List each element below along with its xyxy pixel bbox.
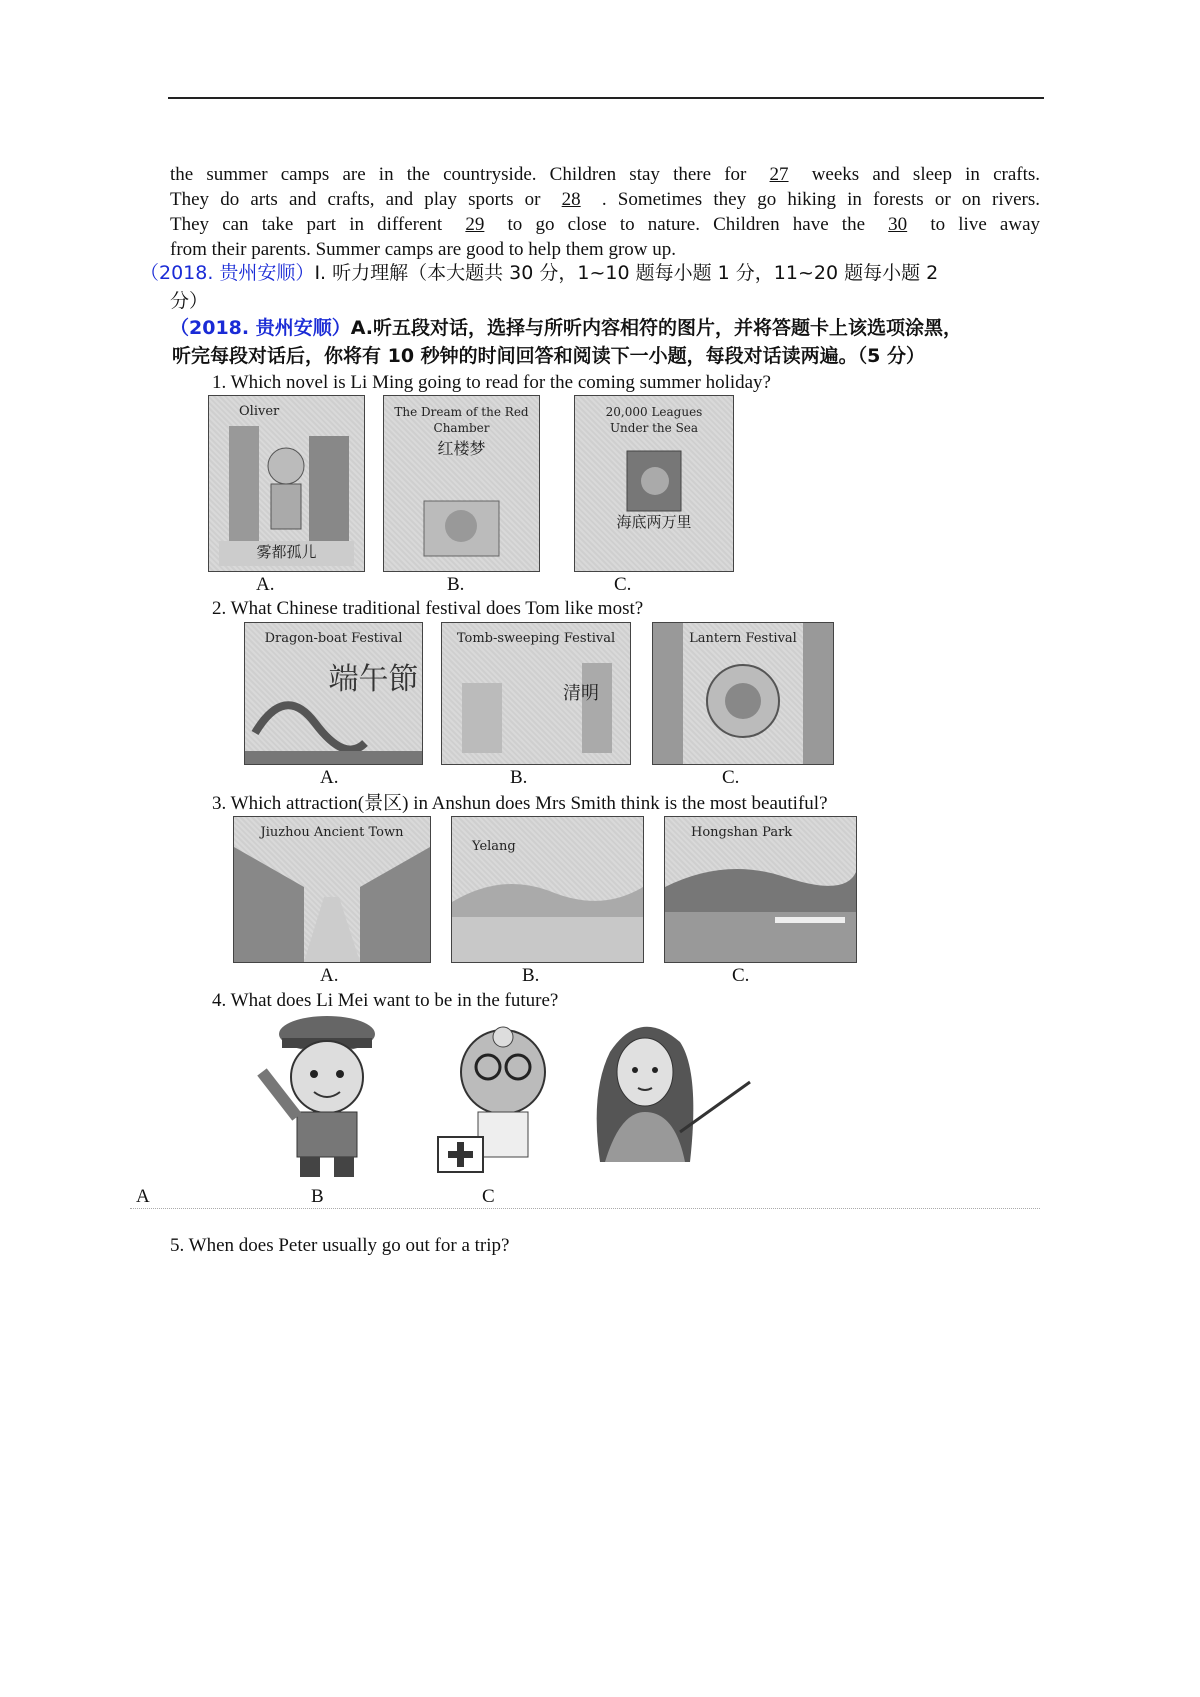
q2-option-c[interactable]: C. <box>722 767 740 788</box>
question-2: 2. What Chinese traditional festival does Tom like most? <box>212 598 644 619</box>
q2-picture-a: Dragon-boat Festival 端午節 <box>244 622 423 765</box>
blank-30: 30 <box>888 214 908 235</box>
section-a-instruction-cont: 听完每段对话后，你将有 10 秒钟的时间回答和阅读下一小题，每段对话读两遍。（5 分） <box>172 345 926 367</box>
q2-option-b[interactable]: B. <box>510 767 528 788</box>
source-tag: （2018. 贵州安顺） <box>170 317 351 339</box>
passage <box>170 162 1040 262</box>
q1-picture-c: 20,000 Leagues Under the Sea 海底两万里 <box>574 395 734 572</box>
q1-option-c[interactable]: C. <box>614 574 632 595</box>
police-officer-cartoon-image <box>252 1012 402 1182</box>
passage-line-1: the summer camps are in the countryside. Children stay there for 27 weeks and sleep in crafts. <box>170 164 1041 185</box>
source-tag: （2018. 贵州安顺） <box>140 262 315 284</box>
q1-picture-a: Oliver 雾都孤儿 <box>208 395 365 572</box>
question-5: 5. When does Peter usually go out for a trip? <box>170 1235 510 1256</box>
section-listening-heading-cont: 分） <box>170 290 209 312</box>
question-4: 4. What does Li Mei want to be in the future? <box>212 990 559 1011</box>
q2-picture-b: Tomb-sweeping Festival 清明 <box>441 622 631 765</box>
q4-option-c[interactable]: C <box>482 1186 495 1207</box>
question-1: 1. Which novel is Li Ming going to read for the coming summer holiday? <box>212 372 771 393</box>
q3-option-c[interactable]: C. <box>732 965 750 986</box>
blank-29: 29 <box>465 214 485 235</box>
blank-27: 27 <box>769 164 789 185</box>
teacher-cartoon-image <box>580 1012 760 1182</box>
header-rule <box>168 97 1044 99</box>
doctor-cartoon-image <box>428 1012 578 1182</box>
section-listening-heading: （2018. 贵州安顺）Ⅰ. 听力理解（本大题共 30 分，1~10 题每小题 1 分，11~20 题每小题 2 <box>140 262 939 284</box>
q2-picture-c: Lantern Festival <box>652 622 834 765</box>
q3-option-a[interactable]: A. <box>320 965 339 986</box>
q4-option-b[interactable]: B <box>311 1186 324 1207</box>
q3-picture-a: Jiuzhou Ancient Town <box>233 816 431 963</box>
q1-option-b[interactable]: B. <box>447 574 465 595</box>
passage-line-3: They can take part in different 29 to go close to nature. Children have the 30 to live away <box>170 214 1040 235</box>
q4-option-a[interactable]: A <box>136 1186 150 1207</box>
passage-line-4: from their parents. Summer camps are good to help them grow up. <box>170 239 677 260</box>
q1-option-a[interactable]: A. <box>256 574 275 595</box>
q3-option-b[interactable]: B. <box>522 965 540 986</box>
q2-option-a[interactable]: A. <box>320 767 339 788</box>
question-3: 3. Which attraction(景区) in Anshun does Mrs Smith think is the most beautiful? <box>212 793 828 814</box>
q3-picture-b: Yelang <box>451 816 644 963</box>
q3-picture-c: Hongshan Park <box>664 816 857 963</box>
q1-picture-b: The Dream of the Red Chamber 红楼梦 <box>383 395 540 572</box>
blank-28: 28 <box>561 189 581 210</box>
section-separator <box>130 1208 1040 1209</box>
section-a-instruction: （2018. 贵州安顺）A.听五段对话，选择与所听内容相符的图片，并将答题卡上该选项涂黑， <box>170 317 962 339</box>
passage-line-2: They do arts and crafts, and play sports or 28 . Sometimes they go hiking in forests or on rivers. <box>170 189 1041 210</box>
